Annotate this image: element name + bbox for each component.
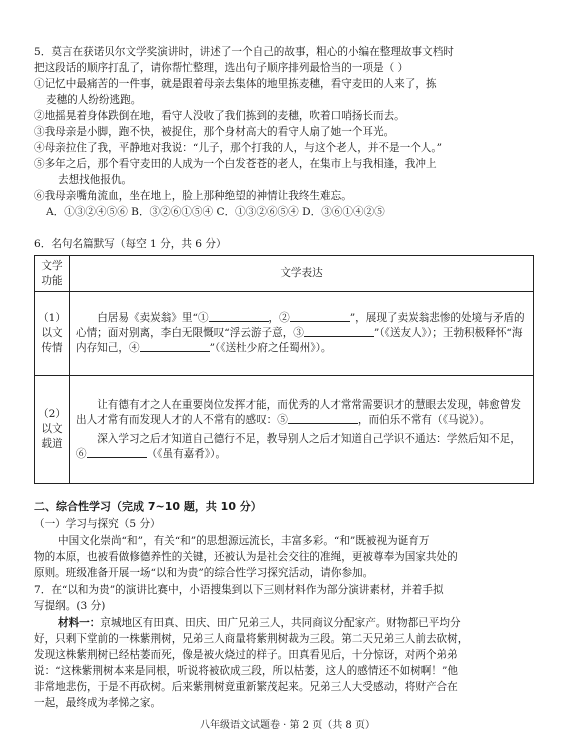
q5-sentence-5b: 去想找他报仇。 — [58, 174, 133, 186]
material1-label: 材料一： — [58, 617, 101, 629]
q6-row2-text-d: 常有（《马说》）。 — [410, 413, 491, 426]
q5-options: A．①③②④⑤⑥ B．③②⑥①⑤④ C．①③②⑥⑤④ D．③⑥①④②⑤ — [46, 206, 385, 218]
q6-row1-text-c: ”，展现了卖炭翁悲惨的 — [349, 312, 462, 324]
q5-stem-line1: 5．莫言在获诺贝尔文学奖演讲时，讲述了一个自己的故事，粗心的小编在整理故事文档时 — [34, 46, 454, 58]
q6-row1-text-b: ，② — [268, 312, 290, 324]
blank-1[interactable] — [209, 311, 269, 322]
q6-title: 6．名句名篇默写（每空 1 分，共 6 分） — [34, 238, 227, 250]
material1-line4: 说：“这株紫荆树本来是同根，听说将被砍成三段，所以枯萎，这人的感情还不如树啊！”他 — [34, 665, 458, 677]
q5-sentence-4: ④母亲拉住了我，平静地对我说：“儿子，那个打我的人，与这个老人，并不是一个人。” — [34, 142, 443, 154]
blank-4[interactable] — [140, 341, 210, 352]
q6-head-function: 文学功能 — [35, 256, 70, 292]
q6-row1-text-f: 友人》）；王勃积极释怀“海内存知己，④ — [76, 327, 523, 354]
material1-line6: 一起，最终成为孝悌之家。 — [34, 697, 162, 709]
material1-line2: 好，只剩下堂前的一株紫荆树，兄弟三人商量将紫荆树裁为三段。第二天兄弟三人前去砍树， — [34, 633, 469, 645]
q7-stem-line2: 写提纲。(3 分) — [34, 600, 106, 612]
q6-row2-text-f: 然后知不足，⑥ — [76, 432, 521, 460]
q5-stem-line2: 把这段话的顺序打乱了，请你帮忙整理，选出句子顺序排列最恰当的一项是（ ） — [34, 62, 409, 74]
q6-head-expression: 文学表达 — [70, 256, 534, 292]
q7-stem-line1: 7．在“以和为贵”的演讲比赛中，小语搜集到以下三则材料作为部分演讲素材，并着手拟 — [34, 584, 444, 596]
q5-sentence-3: ③我母亲是小脚，跑不快，被捉住，那个身材高大的看守人扇了她一个耳光。 — [34, 126, 395, 138]
q6-row2-text-e: 深入学习之后才知道自己德行不足，教导别人之后才知道自己学识不通达：学 — [97, 432, 458, 445]
q6-row1-text-d: 处境与矛盾的心情；面对别离，李白无限慨叹“浮云游子意，③ — [76, 312, 525, 339]
q6-row1-text-e: ”（《送 — [373, 327, 401, 339]
material1-line5: 非常地悲伤，于是不再砍树。后来紫荆树竟重新繁茂起来。兄弟三人大受感动，将财产合在 — [34, 681, 458, 693]
q6-row1-label: （1）以文传情 — [35, 292, 70, 376]
q6-row1-content — [70, 292, 534, 376]
q6-row2-text-c: ，而伯乐不 — [357, 413, 411, 426]
blank-2[interactable] — [290, 311, 350, 322]
blank-3[interactable] — [304, 326, 374, 337]
intro-line3: 原则。班级准备开展一场“以和为贵”的综合性学习探究活动，请你参加。 — [34, 567, 374, 579]
blank-5[interactable] — [288, 413, 358, 424]
q5-sentence-1b: 麦穗的人纷纷逃跑。 — [46, 94, 142, 106]
material1-line3: 发现这株紫荆树已经枯萎而死，像是被火烧过的样子。田真看见后，十分惊讶，对两个弟弟 — [34, 649, 458, 661]
q6-table — [34, 255, 534, 484]
q6-row2-text-b: 现，韩愈曾发出人才常有而发现人才的人不常有的感叹：⑤ — [76, 398, 521, 426]
intro-line2: 物的本原，也被看做修德养性的关键，还被认为是社会交往的准绳，更被尊奉为国家共处的 — [34, 551, 458, 563]
q6-row2-label: （2）以文载道 — [35, 376, 70, 484]
q5-sentence-2: ②地摇晃着身体跌倒在地，看守人没收了我们拣到的麦穗，吹着口哨扬长而去。 — [34, 110, 405, 122]
material1-text1: 京城地区有田真、田庆、田广兄弟三人，共同商议分配家产。财物都已平均分 — [100, 617, 461, 629]
material1-line1 — [58, 617, 461, 630]
q6-row2-content — [70, 376, 534, 484]
q6-row2-text-g: （《虽有嘉肴》）。 — [146, 447, 227, 460]
q5-sentence-1a: ①记忆中最痛苦的一件事，就是跟着母亲去集体的地里拣麦穗，看守麦田的人来了，拣 — [34, 78, 437, 90]
q6-row1-text-g: ”（《送杜少府之任蜀州》）。 — [209, 342, 332, 354]
q5-sentence-5a: ⑤多年之后，那个看守麦田的人成为一个白发苍苍的老人，在集市上与我相逢，我冲上 — [34, 158, 437, 170]
section2-title: 二、综合性学习（完成 7~10 题，共 10 分） — [34, 500, 262, 513]
intro-line1: 中国文化崇尚“和”，有关“和”的思想源远流长，丰富多彩。“和”既被视为诞育万 — [58, 535, 430, 547]
q5-sentence-6: ⑥我母亲嘴角流血，坐在地上，脸上那种绝望的神情让我终生难忘。 — [34, 190, 352, 202]
q6-row2-text-a: 让有德有才之人在重要岗位发挥才能，而优秀的人才常常需要识才的慧眼去发 — [97, 398, 458, 411]
blank-6[interactable] — [87, 447, 147, 458]
q6-row1-text-a: 白居易《卖炭翁》里“① — [97, 312, 209, 324]
section2-subtitle: （一）学习与探究（5 分） — [34, 518, 161, 530]
page-footer: 八年级语文试题卷 · 第 2 页（共 8 页） — [200, 720, 375, 731]
